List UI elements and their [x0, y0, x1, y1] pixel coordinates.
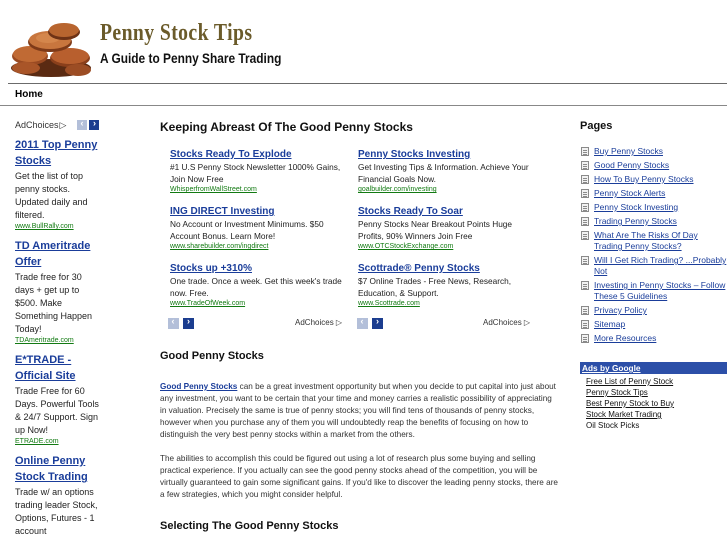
chevron-right-icon: › [375, 316, 379, 327]
left-ad-column [15, 117, 103, 538]
ad-description: Penny Stocks Near Breakout Points Huge Profits, 90% Winners Join Free [358, 219, 513, 241]
link-units-list [580, 376, 727, 431]
article-paragraph-1 [160, 381, 560, 441]
prev-ad-button[interactable] [168, 318, 179, 329]
ad-title[interactable]: TD Ameritrade Offer [15, 240, 91, 268]
list-item [586, 420, 727, 431]
link-unit[interactable]: Free List of Penny Stock [586, 377, 674, 386]
page-icon [581, 189, 589, 198]
link-unit[interactable]: Penny Stock Tips [586, 388, 648, 397]
page-link[interactable]: Penny Stock Investing [594, 202, 679, 212]
paragraph-text: can be a great investment opportunity but when you decide to put capital into just about any investment, you want to be certain that your time and money carries a realistic possibility of appreciating in valuation. Precisely the same is true of penny stocks; you will find tens of thousands of penny stocks, however when you purchase any of them you will undoubtedly reap the benefits of focusing on how to distinguish the very best penny stocks within a market from the others. [160, 382, 556, 439]
ad-nav-right [357, 316, 383, 328]
list-item [580, 319, 727, 330]
ad-url[interactable]: www.sharebuilder.com/ingdirect [170, 243, 269, 250]
chevron-right-icon: › [92, 117, 96, 128]
page-link[interactable]: How To Buy Penny Stocks [594, 174, 694, 184]
ad-title[interactable]: ING DIRECT Investing [170, 206, 275, 217]
article-paragraph-2: The abilities to accomplish this could be figured out using a lot of research plus some buying and selling practical experience. If you actually can see the good penny stocks ahead of the competition, you will be virtually guaranteed to gain some significant gains. If you'd like to discover the leading penny stocks, there are a few strategies, which you might consider helpful. [160, 454, 558, 499]
ad-url[interactable]: www.Scottrade.com [358, 300, 420, 307]
ad-title[interactable]: Online Penny Stock Trading [15, 455, 88, 483]
ads-by-google-link[interactable]: Ads by Google [580, 362, 727, 374]
page-icon [581, 203, 589, 212]
ad-description: Get the list of top penny stocks. Updated daily and filtered. [15, 171, 88, 220]
list-item [580, 174, 727, 185]
list-item [580, 305, 727, 316]
list-item [580, 160, 727, 171]
adchoices-center-2[interactable] [483, 318, 530, 327]
ad-description: Get Investing Tips & Information. Achieve Your Financial Goals Now. [358, 162, 529, 184]
page-link[interactable]: Buy Penny Stocks [594, 146, 663, 156]
ads-by-google-box [580, 362, 727, 431]
page-link[interactable]: Will I Get Rich Trading? ...Probably Not [594, 255, 727, 276]
next-ad-button[interactable] [89, 117, 99, 130]
ad-url[interactable]: www.OTCStockExchange.com [358, 243, 454, 250]
site-tagline: A Guide to Penny Share Trading [100, 50, 282, 66]
nav-home-link[interactable]: Home [15, 89, 43, 100]
subsection-title: Selecting The Good Penny Stocks [160, 520, 339, 532]
list-item [586, 409, 727, 420]
adchoices-label: AdChoices [15, 120, 59, 130]
list-item [580, 333, 727, 344]
list-item [580, 255, 727, 277]
ad-description: Trade w/ an options trading leader Stock, Options, Futures - 1 account [15, 487, 98, 536]
page-icon [581, 281, 589, 290]
chevron-left-icon: ‹ [171, 316, 175, 327]
ad-url[interactable]: ETRADE.com [15, 438, 59, 445]
pages-list [580, 146, 727, 344]
ad-url[interactable]: www.TradeOfWeek.com [170, 300, 246, 307]
ad-description: Trade free for 30 days + get up to $500. Make Something Happen Today! [15, 272, 93, 334]
center-ad-3 [170, 205, 345, 252]
adchoices-left[interactable] [15, 117, 103, 131]
pages-heading: Pages [580, 120, 613, 132]
adchoices-icon: ▷ [335, 318, 343, 327]
ad-description: One trade. Once a week. Get this week's trade now. Free. [170, 276, 342, 298]
page-link[interactable]: Trading Penny Stocks [594, 216, 677, 226]
ad-description: $7 Online Trades - Free News, Research, Education, & Support. [358, 276, 512, 298]
list-item [580, 188, 727, 199]
adchoices-icon: ▷ [523, 318, 531, 327]
ad-url[interactable]: www.BullRally.com [15, 223, 74, 230]
page-link[interactable]: Privacy Policy [594, 305, 647, 315]
ad-title[interactable]: Penny Stocks Investing [358, 149, 471, 160]
page-icon [581, 217, 589, 226]
list-item [580, 202, 727, 213]
adchoices-label: AdChoices [483, 318, 522, 327]
list-item [580, 146, 727, 157]
link-unit[interactable]: Oil Stock Picks [586, 421, 640, 430]
ad-title[interactable]: Stocks up +310% [170, 263, 252, 274]
next-ad-button[interactable] [372, 318, 383, 329]
list-item [580, 216, 727, 227]
ad-title[interactable]: 2011 Top Penny Stocks [15, 139, 98, 167]
list-item [580, 230, 727, 252]
center-ad-5 [170, 262, 345, 309]
page-icon [581, 320, 589, 329]
ad-title[interactable]: Stocks Ready To Explode [170, 149, 292, 160]
ad-title[interactable]: E*TRADE - Official Site [15, 354, 76, 382]
center-ad-4 [358, 205, 533, 252]
prev-ad-button[interactable] [357, 318, 368, 329]
page-icon [581, 256, 589, 265]
chevron-left-icon: ‹ [360, 316, 364, 327]
ad-nav-left [168, 316, 194, 328]
page-link[interactable]: Penny Stock Alerts [594, 188, 666, 198]
site-header [0, 0, 727, 86]
page-icon [581, 231, 589, 240]
next-ad-button[interactable] [183, 318, 194, 329]
center-ad-1 [170, 148, 345, 195]
header-divider [8, 83, 727, 84]
page-icon [581, 147, 589, 156]
link-unit[interactable]: Stock Market Trading [586, 410, 662, 419]
section-title: Good Penny Stocks [160, 350, 264, 362]
ad-description: Trade Free for 60 Days. Powerful Tools & 24/7 Support. Sign up Now! [15, 386, 99, 435]
page-icon [581, 161, 589, 170]
right-sidebar [580, 120, 727, 347]
page-icon [581, 175, 589, 184]
link-unit[interactable]: Best Penny Stock to Buy [586, 399, 675, 408]
adchoices-icon: ▷ [59, 120, 67, 130]
ad-url[interactable]: goalbuilder.com/investing [358, 186, 437, 193]
ad-title[interactable]: Scottrade® Penny Stocks [358, 263, 480, 274]
ad-url[interactable]: TDAmeritrade.com [15, 337, 74, 344]
list-item [586, 398, 727, 409]
left-ad-4 [15, 453, 103, 538]
list-item [580, 280, 727, 302]
page-link[interactable]: Investing in Penny Stocks – Follow These 5 Guidelines [594, 280, 726, 301]
adchoices-label: AdChoices [295, 318, 334, 327]
page-link[interactable]: Sitemap [594, 319, 626, 329]
page-link[interactable]: What Are The Risks Of Day Trading Penny Stocks? [594, 230, 698, 251]
main-content [160, 120, 560, 134]
site-title: Penny Stock Tips [100, 20, 253, 46]
nav-bar [0, 86, 727, 106]
ad-description: No Account or Investment Minimums. $50 Account Bonus. Learn More! [170, 219, 324, 241]
list-item [586, 376, 727, 387]
list-item [586, 387, 727, 398]
left-ad-3 [15, 352, 103, 447]
ad-title[interactable]: Stocks Ready To Soar [358, 206, 463, 217]
left-ad-1 [15, 137, 103, 232]
center-ad-6 [358, 262, 533, 309]
penny-coins-logo [8, 16, 94, 80]
page-icon [581, 306, 589, 315]
chevron-right-icon: › [186, 316, 190, 327]
ad-url[interactable]: WhisperfromWallStreet.com [170, 186, 257, 193]
page-link[interactable]: Good Penny Stocks [594, 160, 670, 170]
good-penny-stocks-link[interactable]: Good Penny Stocks [160, 382, 238, 391]
prev-ad-button[interactable] [77, 117, 87, 130]
page-title: Keeping Abreast Of The Good Penny Stocks [160, 120, 413, 134]
center-ad-2 [358, 148, 533, 195]
ad-description: #1 U.S Penny Stock Newsletter 1000% Gains, Join Now Free [170, 162, 341, 184]
adchoices-center-1[interactable] [295, 318, 342, 327]
page-icon [581, 334, 589, 343]
page-link[interactable]: More Resources [594, 333, 657, 343]
chevron-left-icon: ‹ [80, 117, 84, 128]
left-ad-2 [15, 238, 103, 346]
